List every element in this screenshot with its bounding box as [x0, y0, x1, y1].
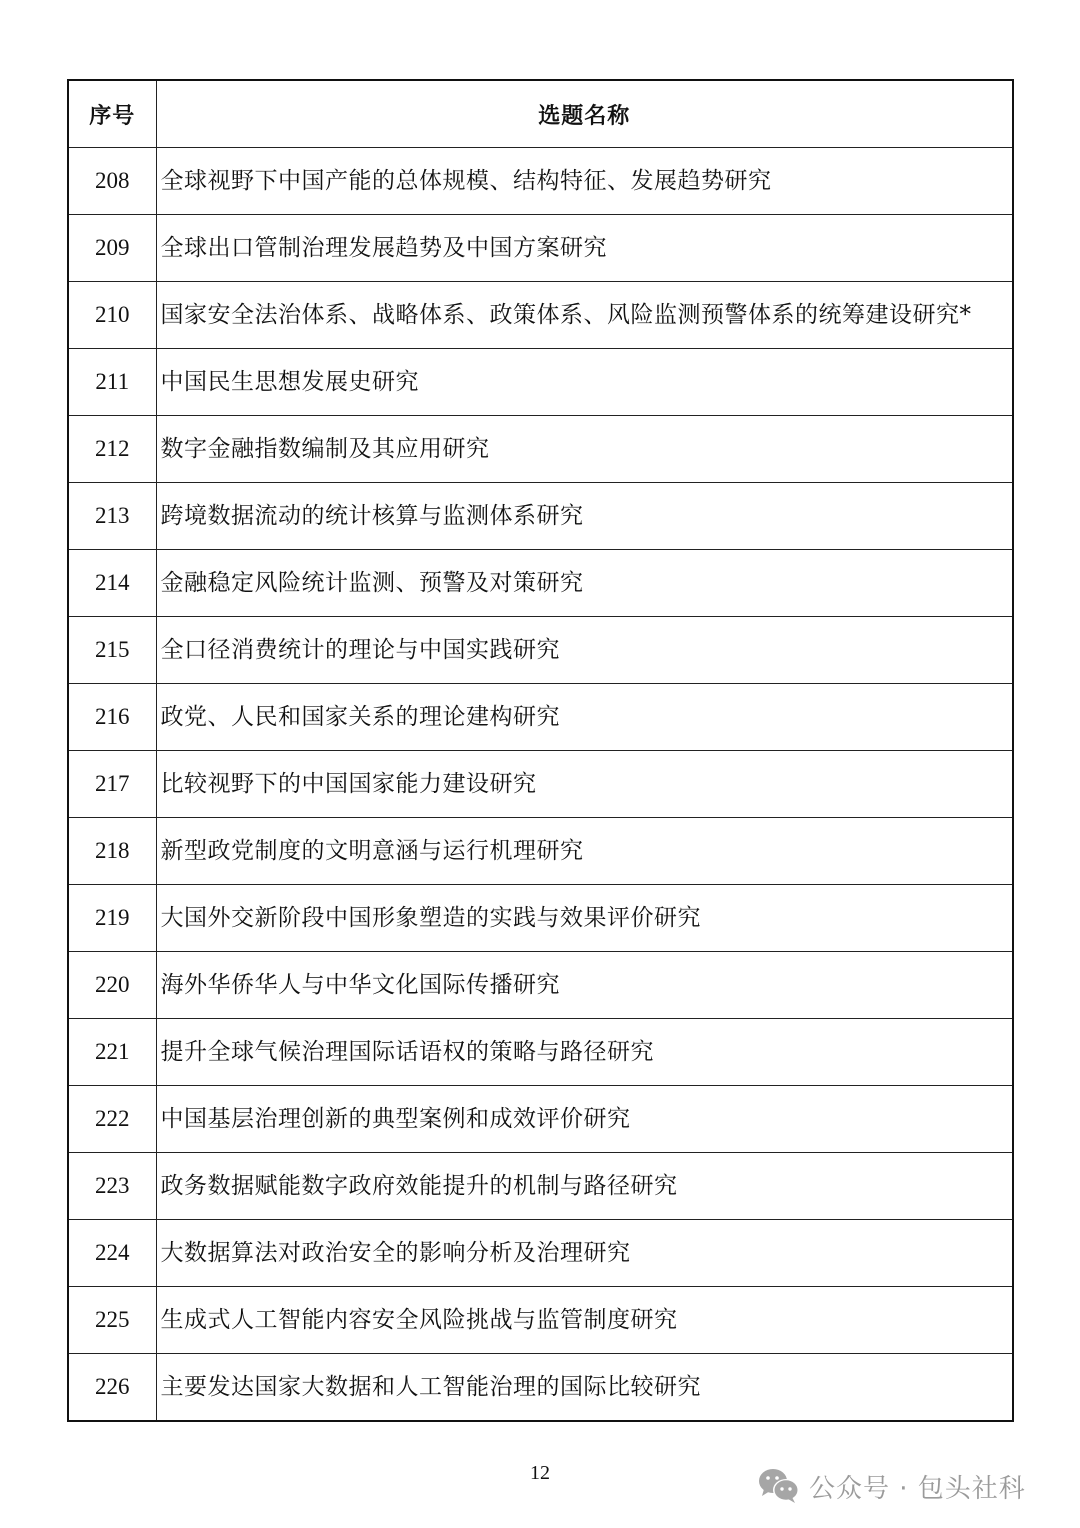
row-title: 海外华侨华人与中华文化国际传播研究 [156, 952, 1013, 1019]
row-number: 212 [68, 416, 156, 483]
row-title: 政党、人民和国家关系的理论建构研究 [156, 684, 1013, 751]
header-title: 选题名称 [156, 80, 1013, 148]
row-number: 213 [68, 483, 156, 550]
table-body [68, 148, 1013, 1422]
table-row [68, 148, 1013, 215]
row-number: 226 [68, 1354, 156, 1422]
table-row [68, 416, 1013, 483]
row-number: 209 [68, 215, 156, 282]
row-title: 中国基层治理创新的典型案例和成效评价研究 [156, 1086, 1013, 1153]
header-number: 序号 [68, 80, 156, 148]
row-number: 214 [68, 550, 156, 617]
row-number: 219 [68, 885, 156, 952]
table-row [68, 885, 1013, 952]
row-number: 218 [68, 818, 156, 885]
row-number: 216 [68, 684, 156, 751]
table-row [68, 1153, 1013, 1220]
wechat-icon [757, 1467, 801, 1505]
row-number: 224 [68, 1220, 156, 1287]
table-row [68, 684, 1013, 751]
table-row [68, 349, 1013, 416]
table-row [68, 550, 1013, 617]
row-number: 220 [68, 952, 156, 1019]
row-number: 223 [68, 1153, 156, 1220]
row-number: 225 [68, 1287, 156, 1354]
row-title: 新型政党制度的文明意涵与运行机理研究 [156, 818, 1013, 885]
watermark-text: 公众号 · 包头社科 [809, 1473, 1026, 1504]
table-header-row [68, 80, 1013, 148]
table-row [68, 282, 1013, 349]
table-row [68, 751, 1013, 818]
row-title: 比较视野下的中国国家能力建设研究 [156, 751, 1013, 818]
page-number: 12 [530, 1462, 550, 1484]
row-title: 大数据算法对政治安全的影响分析及治理研究 [156, 1220, 1013, 1287]
row-title: 大国外交新阶段中国形象塑造的实践与效果评价研究 [156, 885, 1013, 952]
table-row [68, 1019, 1013, 1086]
table-row [68, 1220, 1013, 1287]
topics-table [67, 79, 1014, 1422]
table-row [68, 617, 1013, 684]
row-number: 217 [68, 751, 156, 818]
row-title: 金融稳定风险统计监测、预警及对策研究 [156, 550, 1013, 617]
row-number: 215 [68, 617, 156, 684]
table-row [68, 483, 1013, 550]
table-row [68, 1354, 1013, 1422]
table-row [68, 1287, 1013, 1354]
row-number: 210 [68, 282, 156, 349]
row-title: 全口径消费统计的理论与中国实践研究 [156, 617, 1013, 684]
row-number: 211 [68, 349, 156, 416]
row-title: 政务数据赋能数字政府效能提升的机制与路径研究 [156, 1153, 1013, 1220]
watermark [757, 1466, 1026, 1506]
row-title: 跨境数据流动的统计核算与监测体系研究 [156, 483, 1013, 550]
row-title: 全球出口管制治理发展趋势及中国方案研究 [156, 215, 1013, 282]
row-title: 全球视野下中国产能的总体规模、结构特征、发展趋势研究 [156, 148, 1013, 215]
table-row [68, 818, 1013, 885]
row-number: 222 [68, 1086, 156, 1153]
table-row [68, 952, 1013, 1019]
row-title: 提升全球气候治理国际话语权的策略与路径研究 [156, 1019, 1013, 1086]
table-row [68, 1086, 1013, 1153]
row-title: 主要发达国家大数据和人工智能治理的国际比较研究 [156, 1354, 1013, 1422]
row-title: 生成式人工智能内容安全风险挑战与监管制度研究 [156, 1287, 1013, 1354]
table-row [68, 215, 1013, 282]
row-title: 中国民生思想发展史研究 [156, 349, 1013, 416]
row-title: 数字金融指数编制及其应用研究 [156, 416, 1013, 483]
row-title: 国家安全法治体系、战略体系、政策体系、风险监测预警体系的统筹建设研究* [156, 282, 1013, 349]
row-number: 208 [68, 148, 156, 215]
row-number: 221 [68, 1019, 156, 1086]
